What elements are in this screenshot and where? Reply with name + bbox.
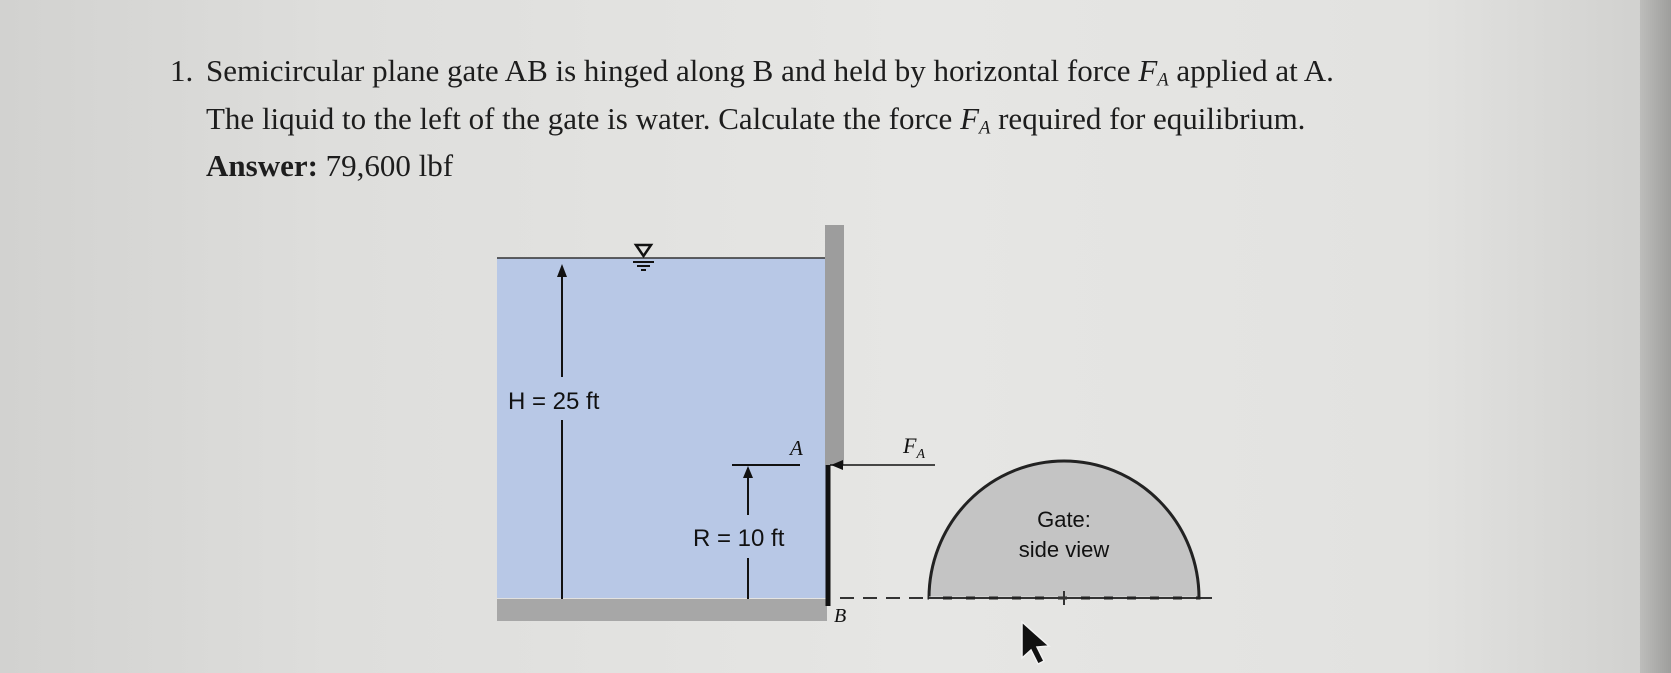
- force-subscript: A: [979, 117, 991, 139]
- line2-text-before: The liquid to the left of the gate is water. Calculate the force: [206, 100, 961, 136]
- mouse-cursor-icon: [1022, 622, 1049, 664]
- answer-value: 79,600 lbf: [325, 148, 454, 184]
- label-fa: [902, 433, 925, 462]
- label-a: A: [790, 436, 803, 460]
- label-fa-letter: F: [903, 433, 917, 458]
- problem-number: 1.: [170, 53, 194, 88]
- answer-label: Answer:: [206, 148, 318, 184]
- gate-label-line2: side view: [1018, 537, 1110, 562]
- gate-label-line1: Gate:: [1037, 507, 1091, 532]
- vertical-wall: [825, 225, 844, 465]
- label-fa-subscript: A: [916, 447, 926, 462]
- line2-text-after: required for equilibrium.: [990, 100, 1306, 136]
- label-r: R = 10 ft: [693, 525, 785, 552]
- line1-text-after: applied at A.: [1168, 53, 1334, 88]
- force-letter: F: [1138, 53, 1158, 88]
- force-letter: F: [960, 100, 979, 136]
- label-h: H = 25 ft: [508, 388, 600, 415]
- line1-text-before: Semicircular plane gate AB is hinged along B and held by horizontal force: [206, 53, 1139, 88]
- label-b: B: [834, 605, 847, 627]
- floor-slab: [497, 599, 827, 621]
- force-subscript: A: [1157, 69, 1169, 91]
